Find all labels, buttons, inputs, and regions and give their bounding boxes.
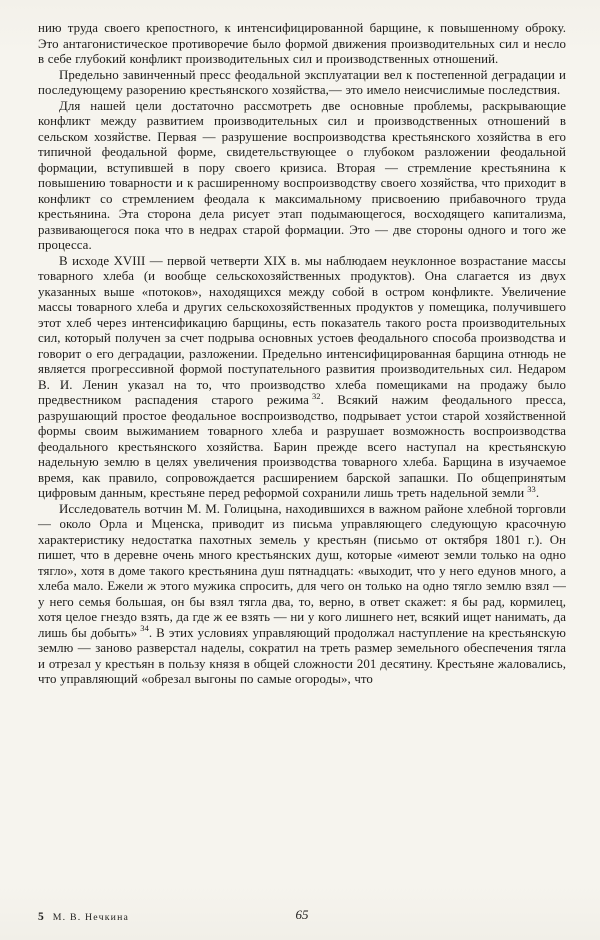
paragraph: Для нашей цели достаточно рассмотреть две основные проблемы, раскрывающие конфликт между развитием производительных сил и производственных отношений в сельском хозяйстве. Первая — разрушение воспроизводства крестьянского хозяйства в его типичной феодальной форме, свидетельствующее о глубоком разложении феодальной формации, вступившей в пору своего кризиса. Вторая — стремление крестьянина к повышению товарности и к расширенному воспроизводству своего хозяйства, что приходит в конфликт со стремлением феодала к максимальному присвоению прибавочного труда крестьянина. Эта сторона дела рисует этап подымающегося, восходящего капитализма, развивающегося пока что в недрах старой формации. Это — две стороны одного и того же процесса.: [38, 98, 566, 252]
paragraph: нию труда своего крепостного, к интенсифицированной барщине, к повышенному оброку. Это антагонистическое противоречие было формой движения производительных сил и несло в себе глубокий конфликт производительных сил и производственных отношений.: [38, 21, 566, 66]
text-block: [38, 21, 566, 688]
page-number: 65: [295, 907, 309, 922]
sheet-number: 5: [38, 911, 44, 923]
author-name: М. В. Нечкина: [52, 912, 130, 923]
footnote-reference: 34: [140, 623, 149, 634]
footnote-reference: 33: [527, 483, 536, 494]
paragraph: Предельно завинченный пресс феодальной эксплуатации вел к постепенной деградации и последующему разорению крестьянского хозяйства,— это имело неисчислимые последствия.: [38, 67, 566, 97]
paragraph: Исследователь вотчин М. М. Голицына, находившихся в важном районе хлебной торговли — около Орла и Мценска, приводит из письма управляющего следующую красочную характеристику недостатка пахотных земель у крестьян (письмо от октября 1801 г.). Он пишет, что в деревне очень много крестьянских душ, которые «имеют земли только на одно тягло», хотя в доме такого крестьянина душ пятнадцать: «выходит, что у него едунов много, а хлеба мало. Ежели ж этого мужика спросить, для чего он только на одно тягло землю взял — у него семья большая, он бы взял тягла два, то, верно, в ответ скажет: я бы рад, кормилец, хотя целое гнездо взять, да где ж ее взять — ни у кого лишнего нет, всякий ищет нанимать, да лишь бы добыть» $^{34}$. В этих условиях управляющий продолжал наступление на крестьянскую землю — заново разверстал наделы, сократил на треть размер земельного обеспечения тягла и отрезал у крестьян в пользу князя в общей сложности 201 десятину. Крестьяне жаловались, что управляющий «обрезал выгоны по самые огороды», что: [38, 501, 566, 686]
page-footer: [38, 908, 566, 923]
paragraph: В исходе XVIII — первой четверти XIX в. мы наблюдаем неуклонное возрастание массы товарного хлеба (и вообще сельскохозяйственных продуктов). Она слагается из двух указанных выше «потоков», находящихся между собой в остром конфликте. Увеличение массы товарного хлеба и других сельскохозяйственных продуктов у помещика, получившего этот хлеб через интенсификацию барщины, есть показатель такого роста производительных сил, который получен за счет подрыва основных устоев феодального способа производства и говорит о его деградации, разложении. Предельно интенсифицированная барщина отнюдь не является прогрессивной формой поступательного развития производительных сил. Недаром В. И. Ленин указал на то, что производство хлеба помещиками на продажу было предвестником распадения старого режима $^{32}$. Всякий нажим феодального пресса, разрушающий простое феодальное воспроизводство, подрывает устои старой хозяйственной формы своим выжиманием товарного хлеба и разрушает возможность воспроизводства феодального крестьянского хозяйства. Барин прежде всего наступал на крестьянскую надельную землю в целях увеличения производства товарного хлеба. Барщина в изучаемое время, как правило, сопровождается расширением барской запашки. По общепринятым цифровым данным, крестьяне перед реформой сохранили лишь треть надельной земли $^{33}$.: [38, 253, 566, 500]
footnote-reference: 32: [311, 390, 321, 401]
